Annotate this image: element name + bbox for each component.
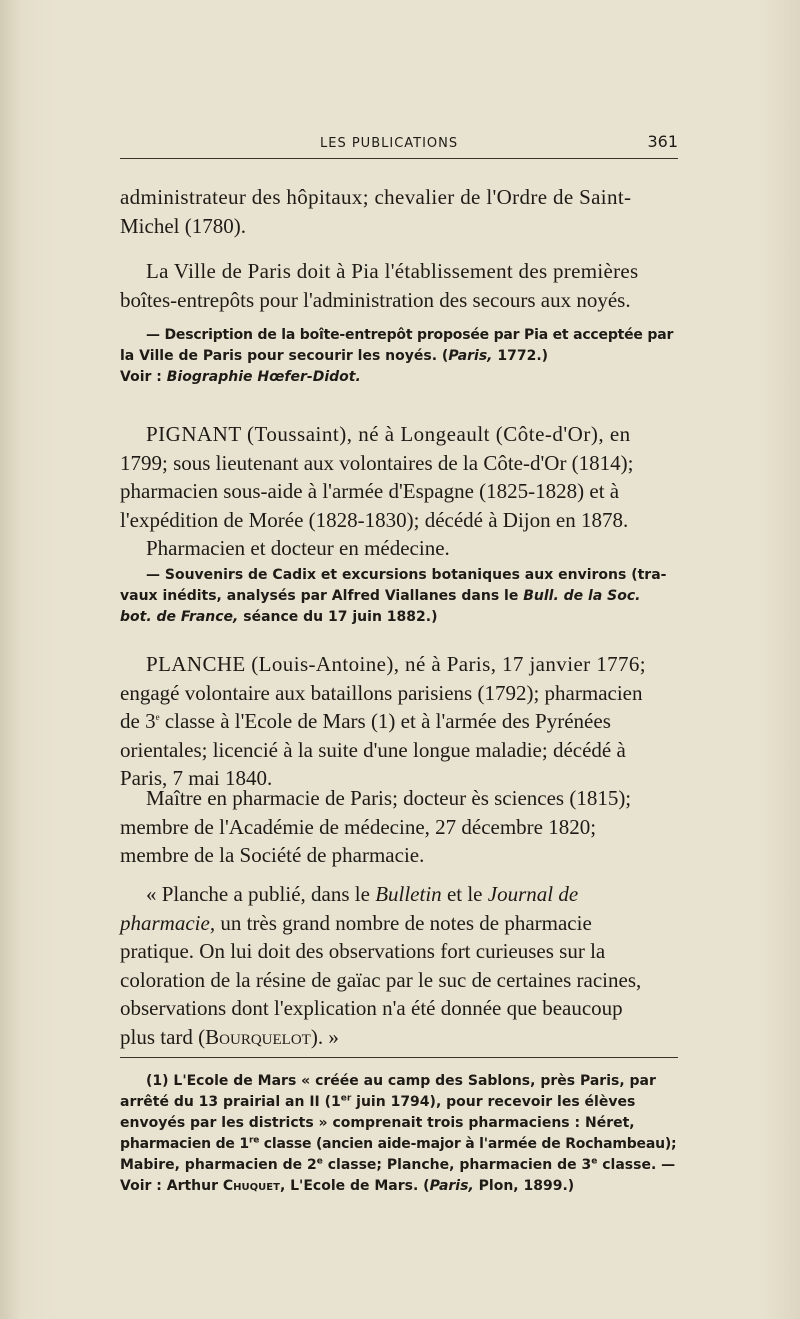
- text-span: Voir :: [120, 369, 167, 385]
- italic-span: Paris,: [448, 348, 493, 364]
- header-rule: [120, 158, 678, 159]
- smallcaps-span: Chuquet: [222, 1178, 280, 1194]
- page-header: [120, 130, 680, 160]
- text-span: Voir : Arthur: [120, 1178, 223, 1194]
- text-span: plus tard (: [120, 1024, 206, 1049]
- text-line: — Description de la boîte-entrepôt proposée par Pia et acceptée par: [146, 327, 674, 343]
- text-span: séance du 17 juin 1882.): [238, 609, 438, 625]
- italic-span: Biographie Hœfer-Didot.: [166, 369, 361, 385]
- superscript: re: [248, 1135, 260, 1146]
- text-line: [120, 1155, 678, 1176]
- text-line: pharmacien sous-aide à l'armée d'Espagne (1825-1828) et à: [120, 479, 620, 504]
- text-line: [120, 346, 678, 367]
- text-span: 1772.): [492, 348, 549, 364]
- paragraph-pignant-bio: [120, 420, 678, 563]
- text-span: Plon, 1899.): [473, 1178, 575, 1194]
- superscript: e: [316, 1156, 323, 1167]
- text-line: La Ville de Paris doit à Pia l'établissement des premières: [146, 259, 639, 283]
- italic-span: Bulletin: [375, 882, 442, 906]
- text-line: PIGNANT (Toussaint), né à Longeault (Côte-d'Or), en: [146, 422, 631, 446]
- text-span: juin 1794), pour recevoir les élèves: [351, 1094, 636, 1110]
- italic-span: bot. de France,: [120, 609, 239, 625]
- text-span: « Planche a publié, dans le: [146, 882, 376, 906]
- text-line: Maître en pharmacie de Paris; docteur ès sciences (1815);: [146, 786, 632, 810]
- text-line: [120, 1134, 678, 1155]
- text-line: l'expédition de Morée (1828-1830); décédé à Dijon en 1878.: [120, 507, 629, 532]
- text-span: vaux inédits, analysés par Alfred Viallanes dans le: [120, 588, 524, 604]
- text-span: ). »: [310, 1024, 339, 1049]
- text-span: et le: [441, 882, 488, 906]
- superscript: e: [591, 1156, 598, 1167]
- text-line: coloration de la résine de gaïac par le suc de certaines racines,: [120, 967, 642, 992]
- text-line: [120, 1176, 678, 1197]
- italic-span: pharmacie,: [120, 910, 216, 935]
- text-line: Paris, 7 mai 1840.: [120, 766, 273, 791]
- footnote: [120, 1071, 678, 1197]
- text-line: [120, 880, 678, 909]
- paragraph-planche-bio: [120, 650, 678, 793]
- text-line: [120, 367, 678, 388]
- text-line: — Souvenirs de Cadix et excursions botaniques aux environs (tra-: [146, 567, 667, 583]
- text-line: engagé volontaire aux bataillons parisiens (1792); pharmacien: [120, 680, 643, 705]
- footnote-rule: [120, 1057, 678, 1058]
- paragraph-pignant-publication: [120, 565, 678, 628]
- text-line: orientales; licencié à la suite d'une longue maladie; décédé à: [120, 737, 626, 762]
- paragraph-pia-achievement: [120, 257, 678, 314]
- italic-span: Journal de: [487, 882, 579, 906]
- text-span: classe à l'Ecole de Mars (1) et à l'armée des Pyrénées: [159, 709, 611, 734]
- page-number: 361: [647, 132, 678, 151]
- running-title: LES PUBLICATIONS: [320, 136, 459, 151]
- paragraph-pia-publication: [120, 325, 678, 388]
- text-span: Mabire, pharmacien de 2: [120, 1157, 317, 1173]
- superscript: e: [155, 712, 160, 723]
- superscript: er: [340, 1093, 352, 1104]
- text-span: de 3: [120, 709, 156, 734]
- text-line: [120, 909, 678, 938]
- text-line: [120, 1023, 678, 1052]
- italic-span: Bull. de la Soc.: [523, 588, 641, 604]
- smallcaps-span: Bourquelot: [205, 1024, 311, 1049]
- text-span: classe. —: [597, 1157, 676, 1173]
- text-line: [120, 1092, 678, 1113]
- text-span: la Ville de Paris pour secourir les noyés. (: [120, 348, 449, 364]
- text-line: 1799; sous lieutenant aux volontaires de la Côte-d'Or (1814);: [120, 450, 634, 475]
- italic-span: Paris,: [429, 1178, 474, 1194]
- text-span: pharmacien de 1: [120, 1136, 249, 1152]
- text-line: pratique. On lui doit des observations fort curieuses sur la: [120, 939, 606, 964]
- text-span: , L'Ecole de Mars. (: [279, 1178, 430, 1194]
- text-line: [120, 586, 678, 607]
- text-span: classe; Planche, pharmacien de 3: [322, 1157, 592, 1173]
- text-line: [120, 607, 678, 628]
- text-line: Michel (1780).: [120, 213, 246, 238]
- text-span: arrêté du 13 prairial an II (1: [120, 1094, 341, 1110]
- text-line: envoyés par les districts » comprenait trois pharmaciens : Néret,: [120, 1115, 635, 1131]
- text-span: classe (ancien aide-major à l'armée de Rochambeau);: [259, 1136, 677, 1152]
- text-line: Pharmacien et docteur en médecine.: [146, 536, 450, 561]
- text-span: un très grand nombre de notes de pharmacie: [215, 910, 592, 935]
- text-line: observations dont l'explication n'a été donnée que beaucoup: [120, 996, 623, 1021]
- text-line: membre de la Société de pharmacie.: [120, 843, 425, 868]
- text-line: [120, 707, 678, 736]
- text-line: administrateur des hôpitaux; chevalier de l'Ordre de Saint-: [120, 185, 632, 209]
- paragraph-planche-titles: [120, 784, 678, 870]
- text-line: boîtes-entrepôts pour l'administration des secours aux noyés.: [120, 287, 631, 312]
- text-line: (1) L'Ecole de Mars « créée au camp des Sablons, près Paris, par: [146, 1073, 656, 1089]
- text-line: membre de l'Académie de médecine, 27 décembre 1820;: [120, 814, 597, 839]
- text-line: PLANCHE (Louis-Antoine), né à Paris, 17 janvier 1776;: [146, 652, 647, 676]
- paragraph-planche-quote: [120, 880, 678, 1052]
- paragraph-pia-continuation: [120, 183, 678, 240]
